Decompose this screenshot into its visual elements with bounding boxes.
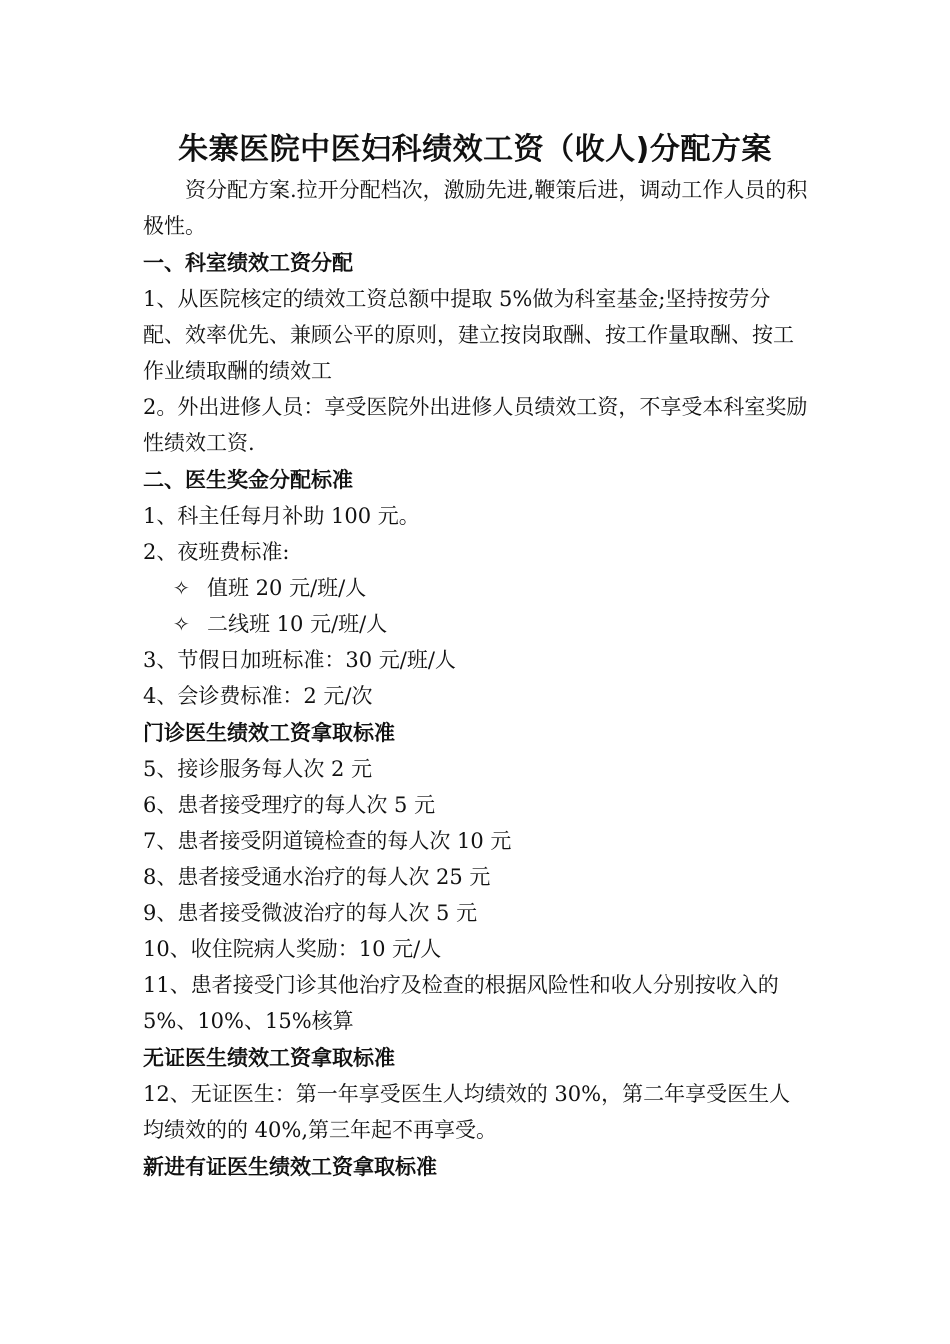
bullet-text: 二线班 10 元/班/人: [207, 612, 388, 636]
section4-item-12: 12、无证医生：第一年享受医生人均绩效的 30%，第二年享受医生人均绩效的的 40%,第三年起不再享受。: [143, 1082, 791, 1142]
section3-item-7: 7、患者接受阴道镜检查的每人次 10 元: [143, 829, 512, 853]
section2-item-3: 3、节假日加班标准：30 元/班/人: [143, 648, 456, 672]
section3-item-11: 11、患者接受门诊其他治疗及检查的根据风险性和收人分别按收入的 5%、10%、15%核算: [143, 973, 779, 1033]
document-title: 朱寨医院中医妇科绩效工资（收人)分配方案: [178, 132, 772, 167]
section-heading-4: 无证医生绩效工资拿取标准: [143, 1046, 395, 1070]
section2-item-2: 2、夜班费标准:: [143, 540, 290, 564]
section-heading-1: 一、科室绩效工资分配: [143, 251, 353, 275]
diamond-bullet-icon: ✧: [173, 576, 190, 600]
document-body: [143, 172, 810, 1185]
bullet-item-duty: [143, 570, 810, 606]
bullet-item-second-line: [143, 606, 810, 642]
section3-item-10: 10、收住院病人奖励：10 元/人: [143, 937, 442, 961]
section2-item-1: 1、科主任每月补助 100 元。: [143, 504, 420, 528]
section-heading-5: 新进有证医生绩效工资拿取标准: [143, 1155, 437, 1179]
section3-item-8: 8、患者接受通水治疗的每人次 25 元: [143, 865, 491, 889]
section1-item-2: 2。外出进修人员：享受医院外出进修人员绩效工资，不享受本科室奖励性绩效工资.: [143, 395, 808, 455]
section2-item-4: 4、会诊费标准：2 元/次: [143, 684, 373, 708]
section3-item-5: 5、接诊服务每人次 2 元: [143, 757, 373, 781]
section-heading-2: 二、医生奖金分配标准: [143, 468, 353, 492]
section3-item-6: 6、患者接受理疗的每人次 5 元: [143, 793, 436, 817]
bullet-text: 值班 20 元/班/人: [207, 576, 367, 600]
section3-item-9: 9、患者接受微波治疗的每人次 5 元: [143, 901, 478, 925]
section-heading-3: 门诊医生绩效工资拿取标准: [143, 721, 395, 745]
section1-item-1: 1、从医院核定的绩效工资总额中提取 5%做为科室基金;坚持按劳分配、效率优先、兼顾公平的原则，建立按岗取酬、按工作量取酬、按工作业绩取酬的绩效工: [143, 287, 794, 383]
diamond-bullet-icon: ✧: [173, 612, 190, 636]
intro-paragraph: 资分配方案.拉开分配档次，激励先进,鞭策后进，调动工作人员的积极性。: [143, 178, 808, 238]
